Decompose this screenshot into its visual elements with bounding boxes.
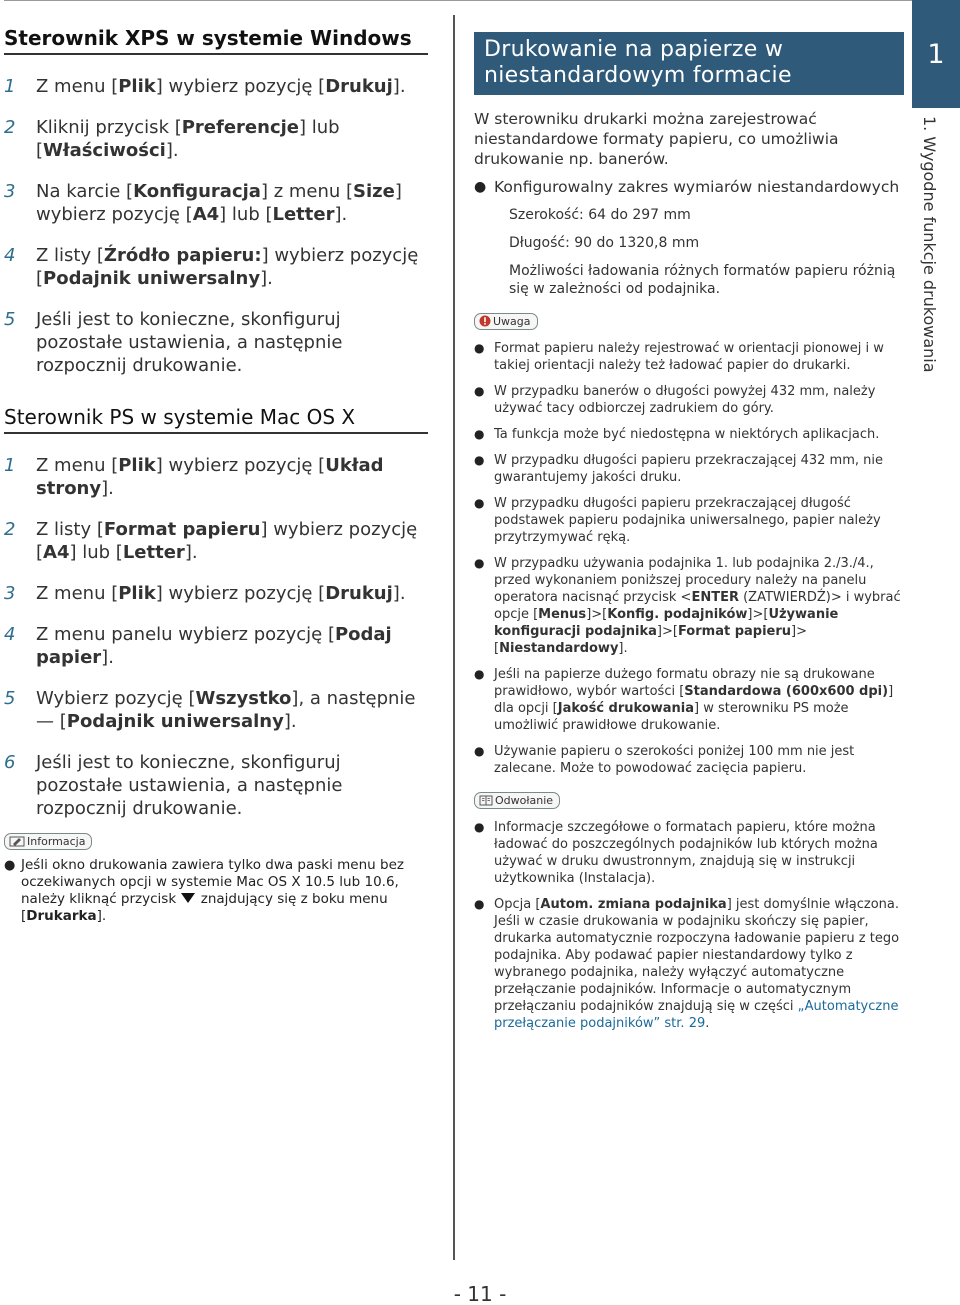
- bold-text: Plik: [118, 583, 156, 604]
- bold-text: Autom. zmiana podajnika: [540, 897, 727, 912]
- ps-heading: Sterownik PS w systemie Mac OS X: [4, 405, 428, 434]
- list-item-text: [494, 340, 904, 374]
- list-item-text: [494, 666, 904, 734]
- step-number: 3: [4, 181, 16, 202]
- bullet-dot: ●: [474, 453, 485, 467]
- reference-label: Odwołanie: [495, 793, 554, 807]
- text: ].: [184, 542, 198, 563]
- list-item-text: [494, 743, 904, 777]
- step-number: 4: [4, 624, 16, 645]
- chapter-tab: 1: [912, 0, 960, 108]
- book-icon: [479, 794, 493, 806]
- bullet-dot: ●: [474, 427, 485, 441]
- list-item: [474, 743, 904, 777]
- text: ] lub [: [219, 204, 273, 225]
- bold-text: Plik: [118, 76, 156, 97]
- list-item: [474, 426, 904, 443]
- xps-steps-list: [4, 75, 428, 377]
- step-number: 2: [4, 117, 16, 138]
- list-item-text: [494, 452, 904, 486]
- bold-text: Konfiguracja: [133, 181, 261, 202]
- info-text-bold: Drukarka: [26, 908, 97, 924]
- text: ] w sterowniku PS może umożliwić prawidłowe drukowanie.: [494, 701, 849, 733]
- bold-text: Niestandardowy: [499, 641, 619, 656]
- intro-text: W sterowniku drukarki można zarejestrować niestandardowe formaty papieru, co umożliwia drukowanie np. banerów.: [474, 110, 839, 168]
- bold-text: Standardowa (600x600 dpi): [684, 684, 889, 699]
- list-item-text: [494, 555, 904, 657]
- bold-text: Drukuj: [325, 583, 393, 604]
- left-column: [4, 26, 428, 925]
- bold-text: Size: [353, 181, 395, 202]
- reference-box: [474, 791, 904, 1032]
- text: ]>[: [747, 607, 769, 622]
- step-item: [4, 623, 428, 669]
- list-item: [474, 896, 904, 1032]
- text: Z menu [: [36, 76, 119, 97]
- step-text: [36, 751, 428, 820]
- bullet-dot: ●: [474, 744, 485, 758]
- step-number: 3: [4, 583, 16, 604]
- warning-list: [474, 340, 904, 777]
- text: Jeśli na papierze dużego formatu obrazy nie są drukowane prawidłowo, wybór wartości [: [494, 667, 875, 699]
- bullet-dot: ●: [474, 556, 485, 570]
- bullet-dot: ●: [474, 897, 485, 911]
- list-item: [474, 666, 904, 734]
- step-number: 1: [4, 76, 16, 97]
- step-text: [36, 623, 428, 669]
- text: W przypadku długości papieru przekraczającej 432 mm, nie gwarantujemy jakości druku.: [494, 453, 883, 485]
- list-item: [474, 819, 904, 887]
- text: Jeśli jest to konieczne, skonfiguruj pozostałe ustawienia, a następnie rozpocznij drukowanie.: [36, 752, 343, 819]
- step-item: [4, 244, 428, 290]
- info-text-after: ].: [96, 908, 107, 924]
- text: ].: [101, 647, 114, 668]
- step-text: [36, 116, 428, 162]
- text: ].: [260, 268, 273, 289]
- text: ] wybierz pozycję [: [36, 245, 419, 289]
- range-bullet-text: Konfigurowalny zakres wymiarów niestandardowych: [494, 178, 900, 196]
- bold-text: A4: [43, 542, 70, 563]
- text: Wybierz pozycję [: [36, 688, 196, 709]
- text: Z listy [: [36, 519, 104, 540]
- bullet-dot: ●: [474, 496, 485, 510]
- list-item-text: [494, 383, 904, 417]
- right-column: [474, 32, 904, 1032]
- text: Ta funkcja może być niedostępna w niektórych aplikacjach.: [494, 427, 880, 442]
- list-item: [474, 340, 904, 374]
- xps-heading: Sterownik XPS w systemie Windows: [4, 26, 428, 55]
- text: ] z menu [: [260, 181, 354, 202]
- text: ] wybierz pozycję [: [155, 76, 326, 97]
- bullet-dot: ●: [474, 384, 485, 398]
- pencil-icon: [9, 835, 25, 847]
- step-text: [36, 518, 428, 564]
- step-text: [36, 687, 428, 733]
- range-bullet: [474, 177, 904, 197]
- text: Z listy [: [36, 245, 104, 266]
- text: ] lub [: [36, 117, 340, 161]
- bullet-dot: ●: [4, 858, 16, 873]
- text: ] wybierz pozycję [: [36, 519, 418, 563]
- bold-text: Źródło papieru:: [103, 245, 262, 266]
- list-item-text: [494, 495, 904, 546]
- text: Informacje szczegółowe o formatach papieru, które można ładować do poszczególnych podajników lub których można używać w druku dwustronnym, znajdują się w instrukcji użytkownika (Instalacja).: [494, 820, 878, 886]
- text: W przypadku długości papieru przekraczającej długość podstawek papieru podajnika uniwersalnego, papier należy przytrzymywać ręką.: [494, 496, 881, 545]
- bold-text: A4: [192, 204, 220, 225]
- step-item: [4, 582, 428, 605]
- text: ].: [392, 76, 406, 97]
- step-number: 1: [4, 455, 16, 476]
- warning-icon: [479, 315, 491, 327]
- text: ].: [283, 711, 297, 732]
- bold-text: ENTER: [691, 590, 739, 605]
- text: Z menu panelu wybierz pozycję [: [36, 624, 335, 645]
- info-text-before: Jeśli okno drukowania zawiera tylko dwa paski menu bez oczekiwanych opcji w systemie Mac OS X 10.5 lub 10.6, należy kliknąć przycisk: [21, 857, 404, 907]
- step-number: 5: [4, 688, 16, 709]
- width-range: Szerokość: 64 do 297 mm: [509, 207, 691, 223]
- bold-text: Menus: [538, 607, 587, 622]
- info-bullet: [4, 857, 428, 925]
- text: ].: [101, 478, 114, 499]
- text: ]>[: [656, 624, 678, 639]
- info-text-mid: znajdujący się z boku menu [: [21, 891, 388, 924]
- step-text: [36, 582, 428, 605]
- bold-text: Podajnik uniwersalny: [43, 268, 261, 289]
- bullet-dot: ●: [474, 179, 487, 195]
- list-item-text: [494, 426, 904, 443]
- text: ].: [165, 140, 179, 161]
- list-item-text: [494, 819, 904, 887]
- bold-text: Plik: [118, 455, 156, 476]
- list-item: [474, 452, 904, 486]
- bold-text: Drukuj: [325, 76, 393, 97]
- text: Jeśli jest to konieczne, skonfiguruj pozostałe ustawienia, a następnie rozpocznij drukowanie.: [36, 309, 343, 376]
- reference-tag: [474, 792, 560, 809]
- text: .: [705, 1016, 710, 1031]
- list-item: [474, 383, 904, 417]
- step-number: 2: [4, 519, 16, 540]
- bold-text: Wszystko: [195, 688, 292, 709]
- text: ] jest domyślnie włączona. Jeśli w czasie drukowania w podajniku skończy się papier, drukarka automatycznie rozpoczyna ładowanie papieru z tego podajnika. Aby podawać papier niestandardowy tylko z wybranego podajnika, należy wyłączyć automatyczne przełączanie podajników. Informacje o automatycznym przełączaniu podajników znajdują się w części: [494, 897, 900, 1014]
- text: ] wybierz pozycję [: [36, 181, 402, 225]
- step-text: [36, 308, 428, 377]
- bold-text: Letter: [122, 542, 185, 563]
- section-banner: Drukowanie na papierze w niestandardowym formacie: [474, 32, 904, 95]
- step-item: [4, 75, 428, 98]
- bold-text: Układ strony: [36, 455, 384, 499]
- step-item: [4, 687, 428, 733]
- info-tag: [4, 833, 92, 850]
- cross-reference-link[interactable]: „Automatyczne przełączanie podajników” str. 29: [494, 999, 899, 1031]
- step-item: [4, 308, 428, 377]
- step-item: [4, 180, 428, 226]
- text: ]>[: [586, 607, 608, 622]
- bullet-dot: ●: [474, 667, 485, 681]
- text: ].: [392, 583, 406, 604]
- text: ] lub [: [69, 542, 123, 563]
- length-range: Długość: 90 do 1320,8 mm: [509, 235, 700, 251]
- text: Format papieru należy rejestrować w orientacji pionowej i w takiej orientacji należy też ładować papier do drukarki.: [494, 341, 884, 373]
- ps-steps-list: [4, 454, 428, 820]
- text: Na karcie [: [36, 181, 134, 202]
- text: ], a następnie — [: [36, 688, 416, 732]
- step-item: [4, 518, 428, 564]
- step-item: [4, 116, 428, 162]
- top-rule: [4, 0, 956, 1]
- step-text: [36, 75, 428, 98]
- text: Z menu [: [36, 583, 119, 604]
- info-label: Informacja: [27, 834, 86, 848]
- bold-text: Format papieru: [103, 519, 261, 540]
- text: Z menu [: [36, 455, 119, 476]
- text: ] dla opcji [: [494, 684, 894, 716]
- step-number: 6: [4, 752, 16, 773]
- list-item: [474, 495, 904, 546]
- step-text: [36, 180, 428, 226]
- warning-tag: [474, 313, 538, 330]
- text: ]>[: [494, 624, 807, 656]
- bold-text: Podaj papier: [36, 624, 392, 668]
- step-number: 4: [4, 245, 16, 266]
- text: Kliknij przycisk [: [36, 117, 182, 138]
- text: W przypadku używania podajnika 1. lub podajnika 2./3./4., przed wykonaniem poniższej procedury należy na panelu operatora nacisnąć przycisk <: [494, 556, 874, 605]
- bold-text: Właściwości: [43, 140, 166, 161]
- step-text: [36, 454, 428, 500]
- bold-text: Używanie konfiguracji podajnika: [494, 607, 839, 639]
- step-text: [36, 244, 428, 290]
- text: ] wybierz pozycję [: [155, 583, 326, 604]
- step-item: [4, 751, 428, 820]
- bullet-dot: ●: [474, 820, 485, 834]
- page-number: - 11 -: [453, 1282, 507, 1305]
- step-item: [4, 454, 428, 500]
- info-box: [4, 832, 428, 925]
- reference-list: [474, 819, 904, 1032]
- list-item-text: [494, 896, 904, 1032]
- text: ].: [618, 641, 628, 656]
- chapter-title: 1. Wygodne funkcje drukowania: [920, 116, 939, 373]
- text: ].: [334, 204, 348, 225]
- step-number: 5: [4, 309, 16, 330]
- bold-text: Podajnik uniwersalny: [66, 711, 284, 732]
- triangle-down-icon[interactable]: [180, 892, 196, 904]
- bold-text: Jakość drukowania: [557, 701, 695, 716]
- bold-text: Konfig. podajników: [607, 607, 748, 622]
- bold-text: Letter: [272, 204, 335, 225]
- bullet-dot: ●: [474, 341, 485, 355]
- warning-label: Uwaga: [493, 314, 531, 328]
- column-divider: [453, 15, 455, 1260]
- list-item: [474, 555, 904, 657]
- text: ] wybierz pozycję [: [155, 455, 326, 476]
- capability-note: Możliwości ładowania różnych formatów papieru różnią się w zależności od podajnika.: [509, 263, 896, 297]
- bold-text: Preferencje: [181, 117, 299, 138]
- text: Opcja [: [494, 897, 541, 912]
- text: Używanie papieru o szerokości poniżej 100 mm nie jest zalecane. Może to powodować zacięcia papieru.: [494, 744, 855, 776]
- warning-box: [474, 312, 904, 777]
- bold-text: Format papieru: [677, 624, 792, 639]
- text: W przypadku banerów o długości powyżej 432 mm, należy używać tacy odbiorczej zadrukiem do góry.: [494, 384, 876, 416]
- text: (ZATWIERDŹ)> i wybrać opcje [: [494, 590, 901, 622]
